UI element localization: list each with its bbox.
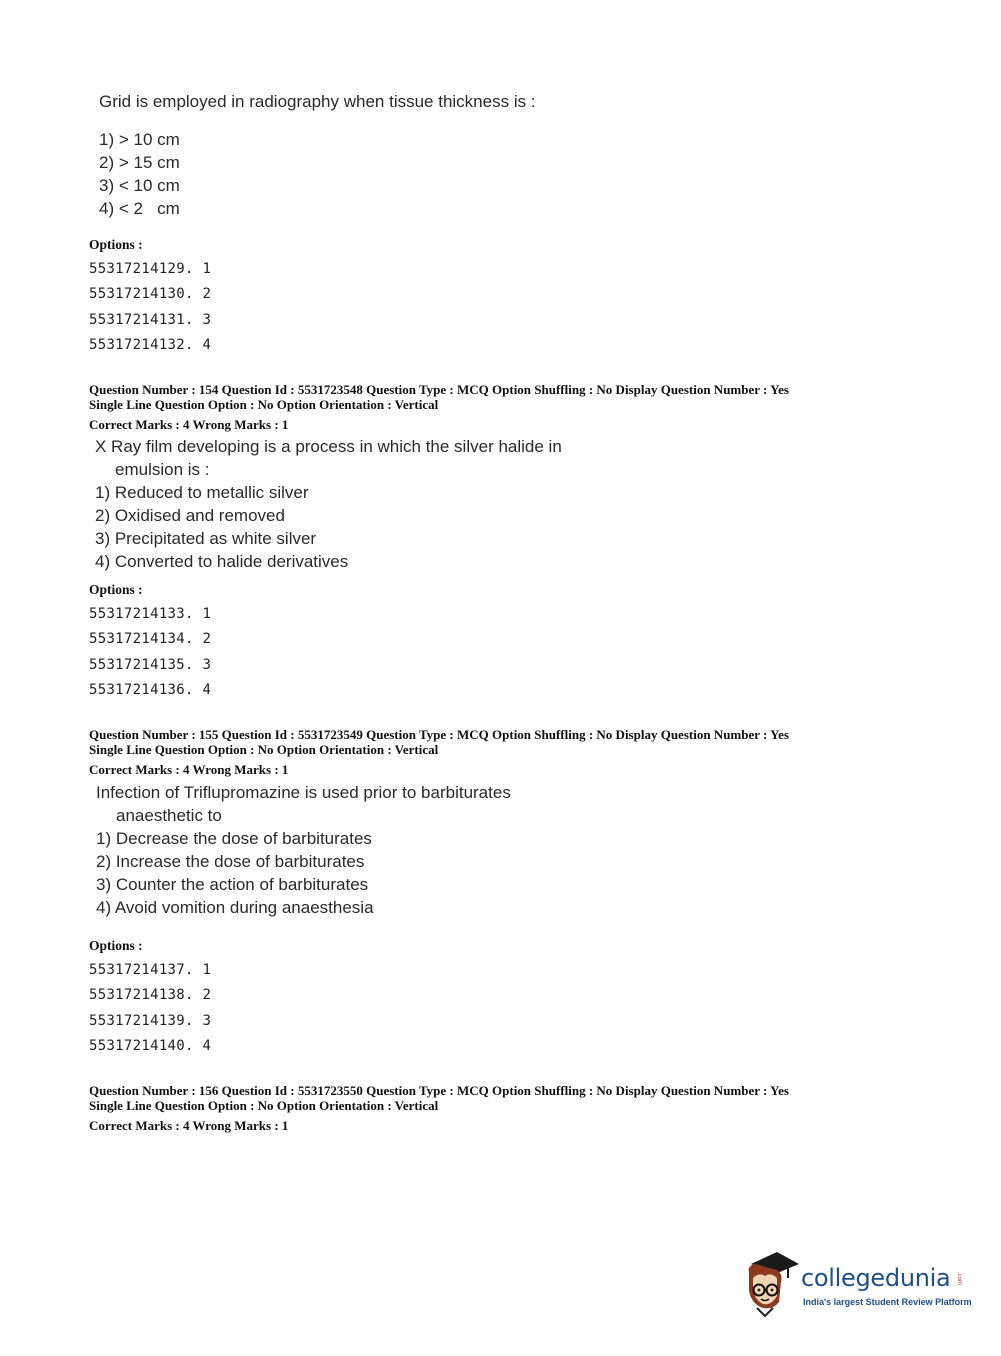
choice-item: 3) Counter the action of barbiturates	[96, 875, 369, 894]
choice-list	[95, 481, 562, 573]
meta-line: Single Line Question Option : No Option Orientation : Vertical	[89, 742, 439, 757]
choice-item: 1) Decrease the dose of barbiturates	[96, 829, 372, 848]
choice-item: 2) Oxidised and removed	[95, 506, 285, 525]
option-id: 55317214136. 4	[89, 681, 212, 698]
choice-item: 2) Increase the dose of barbiturates	[96, 852, 365, 871]
options-label: Options :	[89, 938, 143, 953]
choice-item: 3) < 10 cm	[99, 176, 180, 195]
option-id: 55317214132. 4	[89, 336, 212, 353]
logo-tagline: India's largest Student Review Platform	[803, 1297, 972, 1307]
question-stem-continued: anaesthetic to	[116, 806, 222, 825]
choice-item: 2) > 15 cm	[99, 153, 180, 172]
option-id: 55317214133. 1	[89, 606, 212, 622]
meta-line: Question Number : 156 Question Id : 5531723550 Question Type : MCQ Option Shuffling : No Display Question Number : Yes	[89, 1083, 789, 1098]
meta-line: Question Number : 154 Question Id : 5531723548 Question Type : MCQ Option Shuffling : No Display Question Number : Yes	[89, 382, 789, 397]
choice-item: 1) > 10 cm	[99, 130, 180, 149]
question-stem: Grid is employed in radiography when tissue thickness is :	[99, 92, 536, 111]
options-label: Options :	[89, 237, 143, 252]
options-153	[89, 237, 211, 358]
choice-list	[96, 827, 511, 919]
logo-wordmark: collegedunia	[801, 1264, 951, 1292]
choice-item: 3) Precipitated as white silver	[95, 529, 317, 548]
choice-item: 4) Avoid vomition during anaesthesia	[96, 898, 374, 917]
options-155	[89, 938, 211, 1059]
option-id: 55317214134. 2	[89, 631, 212, 648]
question-153-content	[99, 90, 536, 220]
question-154-meta	[89, 382, 789, 432]
question-155-meta	[89, 727, 789, 777]
choice-list	[99, 128, 536, 220]
choice-item: 4) < 2 cm	[99, 199, 180, 218]
collegedunia-logo	[743, 1250, 973, 1322]
options-154	[89, 582, 211, 703]
choice-item: 4) Converted to halide derivatives	[95, 552, 349, 571]
question-stem: Infection of Triflupromazine is used prior to barbiturates	[96, 783, 511, 802]
option-id: 55317214130. 2	[89, 286, 212, 303]
option-id: 55317214140. 4	[89, 1037, 212, 1054]
meta-line: Single Line Question Option : No Option Orientation : Vertical	[89, 1098, 439, 1113]
option-id: 55317214138. 2	[89, 987, 212, 1004]
option-id: 55317214139. 3	[89, 1012, 212, 1029]
option-id: 55317214137. 1	[89, 962, 212, 978]
meta-line: Single Line Question Option : No Option Orientation : Vertical	[89, 397, 439, 412]
question-154-content	[95, 435, 562, 573]
marks-line: Correct Marks : 4 Wrong Marks : 1	[89, 1118, 289, 1133]
marks-line: Correct Marks : 4 Wrong Marks : 1	[89, 417, 289, 432]
logo-domain: .com	[956, 1272, 962, 1286]
question-156-meta	[89, 1083, 789, 1133]
marks-line: Correct Marks : 4 Wrong Marks : 1	[89, 762, 289, 777]
option-id: 55317214129. 1	[89, 261, 212, 277]
question-stem: X Ray film developing is a process in which the silver halide in	[95, 437, 562, 456]
options-label: Options :	[89, 582, 143, 597]
mascot-icon	[743, 1250, 803, 1322]
option-id: 55317214135. 3	[89, 656, 212, 673]
choice-item: 1) Reduced to metallic silver	[95, 483, 309, 502]
question-stem-continued: emulsion is :	[115, 460, 210, 479]
option-id: 55317214131. 3	[89, 311, 212, 328]
meta-line: Question Number : 155 Question Id : 5531723549 Question Type : MCQ Option Shuffling : No Display Question Number : Yes	[89, 727, 789, 742]
question-155-content	[96, 781, 511, 919]
